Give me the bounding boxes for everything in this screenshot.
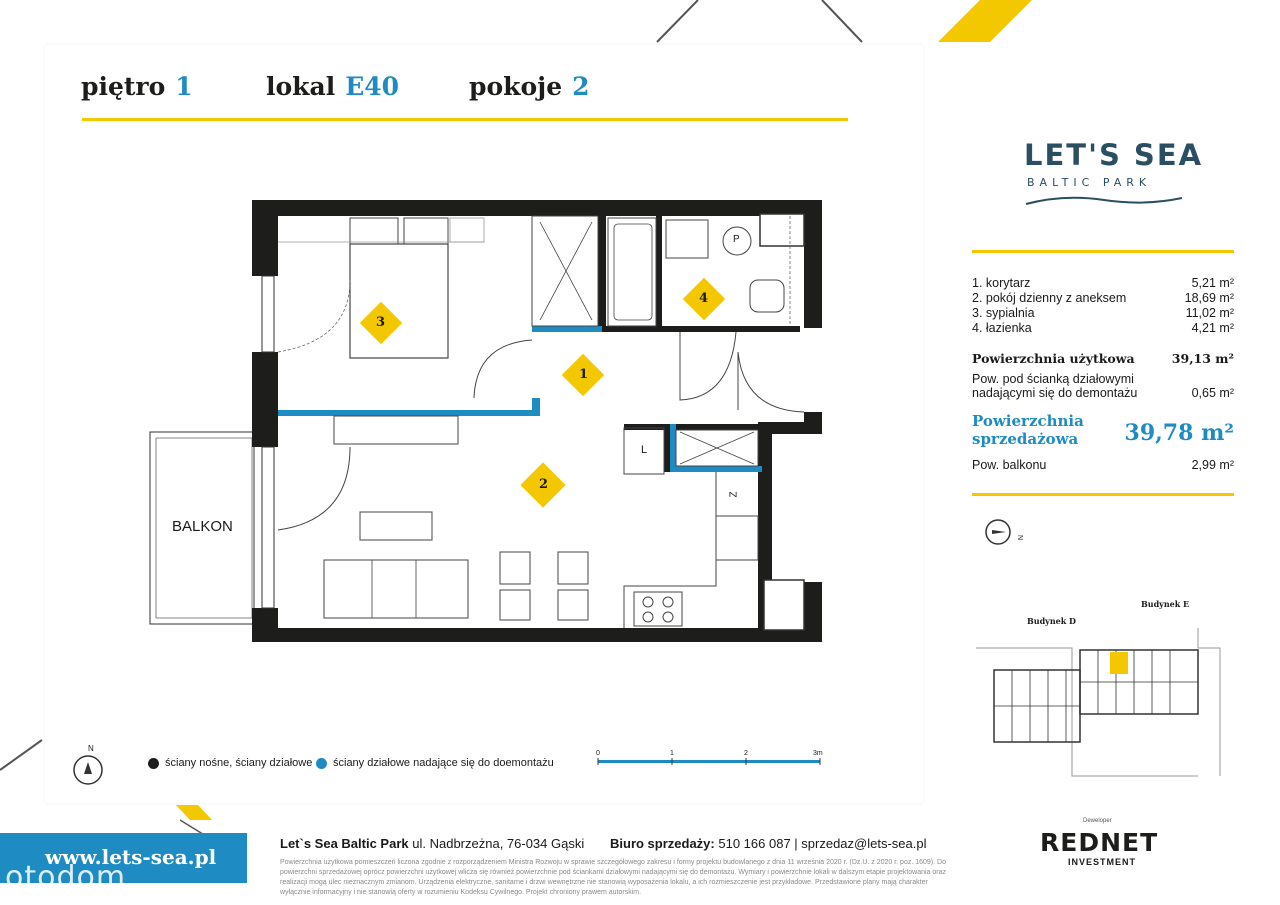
- table-top-line: [972, 250, 1234, 253]
- scale-bar: [596, 758, 826, 766]
- brand-logo-sub: BALTIC PARK: [1027, 176, 1152, 189]
- building-d-label: Budynek D: [1027, 616, 1076, 626]
- sales-office-info: Biuro sprzedaży: 510 166 087 | sprzedaz@lets-sea.pl: [610, 836, 927, 851]
- room-marker-4: 4: [699, 291, 709, 306]
- rooms-heading: pokoje 2: [469, 72, 590, 101]
- fridge-label: L: [641, 444, 648, 456]
- scale-0: 0: [596, 750, 600, 757]
- table-row: 2. pokój dzienny z aneksem 18,69 m²: [972, 291, 1234, 305]
- room-marker-2: 2: [539, 477, 549, 492]
- table-bottom-line: [972, 493, 1234, 496]
- company-info: Let`s Sea Baltic Park ul. Nadbrzeżna, 76-034 Gąski: [280, 836, 585, 851]
- brand-logo: LET'S SEA: [1024, 138, 1204, 172]
- scale-3: 3m: [813, 750, 823, 757]
- table-row: 1. korytarz 5,21 m²: [972, 276, 1234, 290]
- p-label: P: [733, 234, 740, 245]
- site-plan: [972, 626, 1234, 786]
- scale-1: 1: [670, 750, 674, 757]
- z-label: Z: [728, 491, 740, 498]
- table-row: 3. sypialnia 11,02 m²: [972, 306, 1234, 320]
- partition-row-2: nadającymi się do demontażu 0,65 m²: [972, 386, 1234, 400]
- legend-removable: ściany działowe nadające się do doemontażu: [316, 757, 554, 769]
- developer-logo-sub: INVESTMENT: [1068, 857, 1137, 867]
- unit-heading: lokal E40: [266, 72, 400, 101]
- room-marker-3: 3: [376, 315, 386, 330]
- developer-logo: REDNET: [1040, 828, 1159, 857]
- table-row: 4. łazienka 4,21 m²: [972, 321, 1234, 335]
- room-marker-1: 1: [579, 367, 589, 382]
- building-e-label: Budynek E: [1141, 599, 1190, 609]
- wave-icon: [1024, 192, 1184, 208]
- balcony-label: BALKON: [172, 518, 233, 535]
- floor-plan: [140, 190, 840, 650]
- website-link[interactable]: www.lets-sea.pl: [45, 845, 217, 869]
- header-underline: [82, 118, 848, 121]
- north-label: N: [88, 744, 94, 753]
- north-compass-icon: [70, 748, 110, 788]
- blue-dot-icon: [316, 758, 327, 769]
- black-dot-icon: [148, 758, 159, 769]
- sales-area-value: 39,78 m²: [1124, 420, 1234, 446]
- site-north-label: N: [1016, 534, 1024, 541]
- watermark: otodom: [5, 860, 127, 895]
- scale-2: 2: [744, 750, 748, 757]
- partition-row: Pow. pod ścianką działowymi: [972, 372, 1134, 386]
- legend-load-bearing: ściany nośne, ściany działowe: [148, 757, 312, 769]
- floor-heading: piętro 1: [81, 72, 193, 101]
- balcony-area-row: Pow. balkonu 2,99 m²: [972, 458, 1234, 472]
- sales-area-label: Powierzchnia sprzedażowa: [972, 412, 1084, 448]
- email-link[interactable]: sprzedaz@lets-sea.pl: [801, 836, 927, 851]
- fine-print: Powierzchnia użytkowa pomieszczeń liczona zgodnie z rozporządzeniem Ministra Rozwoju w sprawie szczegółowego zakresu i formy projektu budowlanego z dnia 11 września 2020 r. (Dz.U. z 2020 r. poz. 1609). Do powierzchni sprzedażowej oprócz powierzchni użytkowej wlicza się również powierzchnie pod ściankami działowymi nadającymi się do demontażu. Wymiary i powierzchnie lokali w dalszym etapie projektowania oraz realizacji mogą ulec nieznacznym zmianom. Urządzenia elektryczne, sanitarne i drzwi wewnętrzne nie stanowią wyposażenia lokalu, a ich rozmieszczenie jest przykładowe. Przedstawione plany mają charakter wyłącznie informacyjny i nie stanowią oferty w rozumieniu Kodeksu Cywilnego. Projekt chroniony prawem autorskim.: [280, 859, 947, 896]
- usable-area-row: Powierzchnia użytkowa 39,13 m²: [972, 351, 1234, 366]
- developer-label: Deweloper: [1083, 818, 1112, 824]
